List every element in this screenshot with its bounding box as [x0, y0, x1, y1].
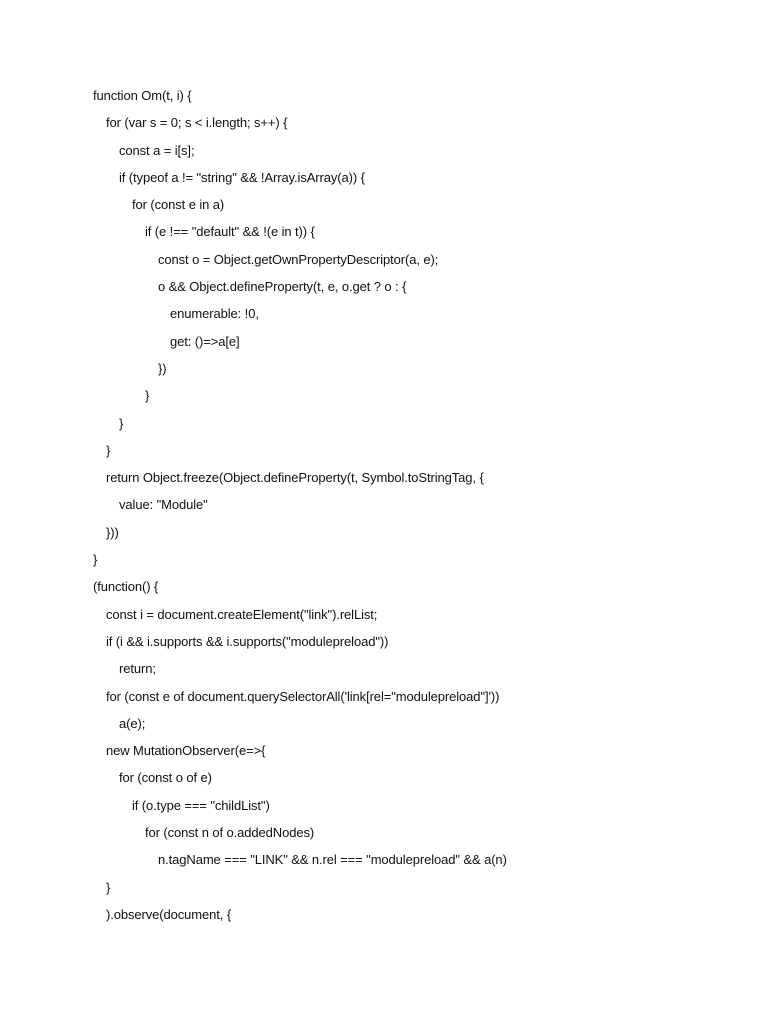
code-line: for (var s = 0; s < i.length; s++) { — [106, 115, 288, 131]
code-line: })) — [106, 524, 119, 540]
code-block — [93, 85, 733, 931]
code-line: ).observe(document, { — [106, 906, 232, 922]
code-line: } — [93, 552, 98, 568]
code-line: if (e !== "default" && !(e in t)) { — [145, 224, 315, 240]
code-line: } — [106, 442, 111, 458]
code-line: function Om(t, i) { — [93, 88, 192, 103]
code-line: o && Object.defineProperty(t, e, o.get ? o : { — [158, 279, 407, 295]
code-line: const o = Object.getOwnPropertyDescriptor(a, e); — [158, 251, 439, 267]
code-line: }) — [158, 360, 167, 376]
code-line: } — [145, 388, 150, 404]
code-line: for (const n of o.addedNodes) — [145, 825, 315, 841]
code-line: return; — [119, 661, 156, 677]
code-line: a(e); — [119, 715, 146, 731]
code-line: for (const o of e) — [119, 770, 212, 786]
code-line: } — [106, 879, 111, 895]
code-line: (function() { — [93, 579, 159, 595]
code-line: new MutationObserver(e=>{ — [106, 743, 266, 759]
code-line: for (const e in a) — [132, 197, 225, 213]
code-line: const i = document.createElement("link").relList; — [106, 606, 378, 622]
code-line: get: ()=>a[e] — [170, 333, 240, 349]
code-line: n.tagName === "LINK" && n.rel === "modulepreload" && a(n) — [158, 852, 507, 868]
code-line: const a = i[s]; — [119, 142, 195, 158]
code-line: } — [119, 415, 124, 431]
code-line: return Object.freeze(Object.defineProperty(t, Symbol.toStringTag, { — [106, 470, 484, 486]
code-line: if (i && i.supports && i.supports("modulepreload")) — [106, 633, 389, 649]
code-line: for (const e of document.querySelectorAll('link[rel="modulepreload"]')) — [106, 688, 500, 704]
code-line: if (o.type === "childList") — [132, 797, 270, 813]
code-line: enumerable: !0, — [170, 306, 259, 322]
code-line: if (typeof a != "string" && !Array.isArray(a)) { — [119, 169, 365, 185]
code-line: value: "Module" — [119, 497, 208, 513]
